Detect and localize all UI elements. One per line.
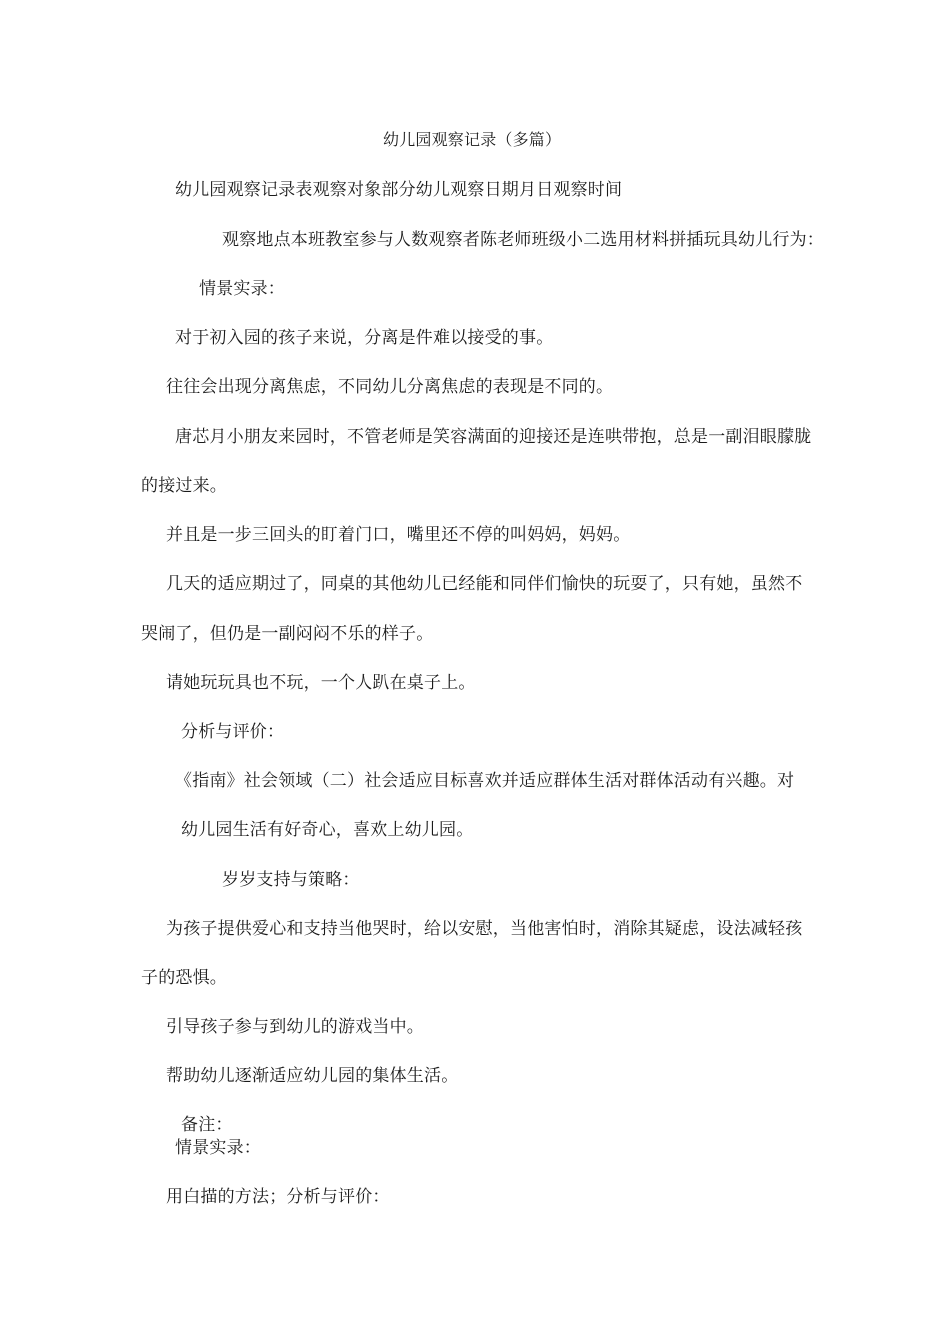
- text-line: 子的恐惧。: [141, 968, 227, 988]
- text-line: 观察地点本班教室参与人数观察者陈老师班级小二选用材料拼插玩具幼儿行为：: [222, 230, 824, 250]
- text-line: 几天的适应期过了，同桌的其他幼儿已经能和同伴们愉快的玩耍了，只有她，虽然不: [166, 574, 803, 594]
- text-line: 哭闹了，但仍是一副闷闷不乐的样子。: [141, 624, 434, 644]
- section-heading: 备注：: [181, 1115, 233, 1135]
- text-line: 的接过来。: [141, 476, 227, 496]
- document-title: 幼儿园观察记录（多篇）: [383, 130, 562, 149]
- text-line: 唐芯月小朋友来园时，不管老师是笑容满面的迎接还是连哄带抱，总是一副泪眼朦胧: [175, 427, 812, 447]
- section-heading: 分析与评价：: [181, 722, 285, 742]
- section-heading: 情景实录：: [175, 1138, 261, 1158]
- text-line: 引导孩子参与到幼儿的游戏当中。: [166, 1017, 424, 1037]
- text-line: 幼儿园生活有好奇心，喜欢上幼儿园。: [181, 820, 474, 840]
- text-line: 《指南》社会领域（二）社会适应目标喜欢并适应群体生活对群体活动有兴趣。对: [175, 771, 795, 791]
- text-line: 往往会出现分离焦虑，不同幼儿分离焦虑的表现是不同的。: [166, 377, 614, 397]
- text-line: 幼儿园观察记录表观察对象部分幼儿观察日期月日观察时间: [175, 180, 623, 200]
- section-heading: 情景实录：: [199, 279, 285, 299]
- text-line: 并且是一步三回头的盯着门口，嘴里还不停的叫妈妈，妈妈。: [166, 525, 631, 545]
- text-line: 帮助幼儿逐渐适应幼儿园的集体生活。: [166, 1066, 459, 1086]
- section-heading: 岁岁支持与策略：: [222, 870, 360, 890]
- text-line: 用白描的方法；分析与评价：: [166, 1187, 390, 1207]
- text-line: 请她玩玩具也不玩，一个人趴在桌子上。: [166, 673, 476, 693]
- text-line: 对于初入园的孩子来说，分离是件难以接受的事。: [175, 328, 554, 348]
- text-line: 为孩子提供爱心和支持当他哭时，给以安慰，当他害怕时，消除其疑虑，设法减轻孩: [166, 919, 803, 939]
